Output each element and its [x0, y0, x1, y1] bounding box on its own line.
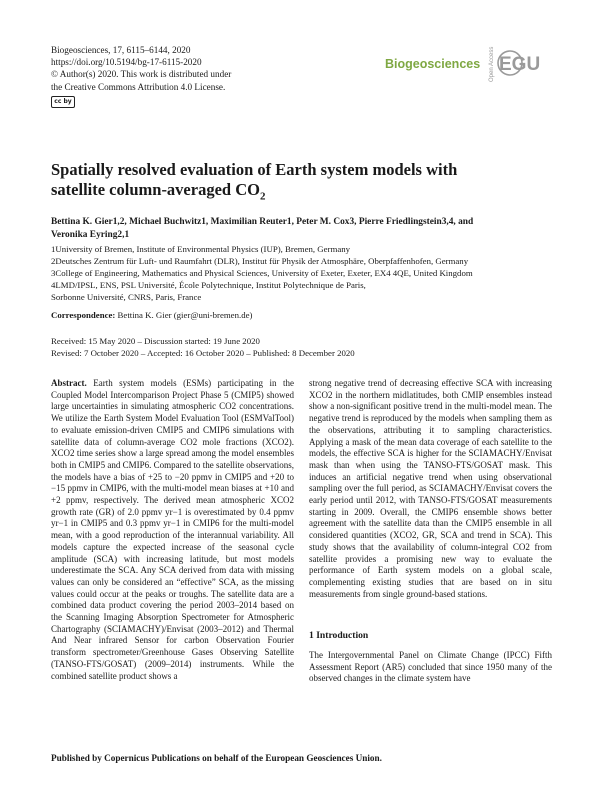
affiliation-4-cont: Sorbonne Université, CNRS, Paris, France: [51, 292, 202, 303]
author-list: [51, 216, 551, 241]
authors-line-1: Bettina K. Gier1,2, Michael Buchwitz1, Maximilian Reuter1, Peter M. Cox3, Pierre Friedlingstein3,4, and: [51, 217, 474, 227]
egu-logo: [496, 49, 540, 77]
article-title: [51, 160, 551, 206]
affiliation-4: 4LMD/IPSL, ENS, PSL Université, École Polytechnique, Institut Polytechnique de Paris,: [51, 280, 366, 291]
journal-name: Biogeosciences: [385, 57, 481, 71]
open-access-label: [487, 40, 495, 82]
affiliation-2: 2Deutsches Zentrum für Luft- und Raumfahrt (DLR), Institut für Physik der Atmosphäre, Oberpfaffenhofen, Germany: [51, 256, 469, 267]
license: the Creative Commons Attribution 4.0 License.: [51, 81, 226, 92]
title-line-2: satellite column-averaged $CO_2$: [51, 180, 266, 203]
doi-link[interactable]: https://doi.org/10.5194/bg-17-6115-2020: [51, 57, 202, 68]
abstract-label: Abstract.: [51, 378, 87, 388]
abstract: [51, 378, 294, 682]
cc-by-icon: cc by: [51, 96, 75, 108]
introduction-heading: 1 Introduction: [309, 630, 369, 641]
publication-dates: [51, 335, 355, 359]
article-meta: [51, 44, 231, 93]
introduction-text: The Intergovernmental Panel on Climate Change (IPCC) Fifth Assessment Report (AR5) concluded that since 1950 many of the observed changes in the climate system have: [309, 650, 552, 684]
correspondence-label: Correspondence:: [51, 310, 116, 320]
svg-text:EGU: EGU: [499, 54, 540, 75]
authors-line-2: Veronika Eyring2,1: [51, 229, 130, 240]
received-discussion: Received: 15 May 2020 – Discussion started: 19 June 2020: [51, 336, 260, 346]
affiliations: [51, 243, 551, 303]
citation: Biogeosciences, 17, 6115–6144, 2020: [51, 45, 191, 55]
abstract-text: Earth system models (ESMs) participating in the Coupled Model Intercomparison Project Phase 5 (CMIP5) showed large uncertainties in simulating atmospheric CO2 concentrations. We utilize the Earth System Model Evaluation Tool (ESMValTool) to evaluate emission-driven CMIP5 and CMIP6 simulations with satellite data of column-average CO2 mole fractions (XCO2). XCO2 time series show a large spread among the model ensembles both in CMIP5 and CMIP6. Compared to the satellite observations, the models have a bias of +25 to −20 ppmv in CMIP5 and +20 to −15 ppmv in CMIP6, with the multi-model mean biases at +10 and +2 ppmv, respectively. The derived mean atmospheric XCO2 growth rate (GR) of 2.0 ppmv yr−1 is overestimated by 0.4 ppmv yr−1 in CMIP5 and 0.3 ppmv yr−1 in CMIP6 for the multi-model mean, with a good reproduction of the interannual variability. All models capture the expected increase of the seasonal cycle amplitude (SCA) with increasing latitude, but most models underestimate the SCA. Any SCA derived from data with missing values can only be considered an “effective” SCA, as the missing values could occur at the peaks or troughs. The satellite data are a combined data product covering the period 2003–2014 based on the Scanning Imaging Absorption Spectrometer for Atmospheric Chartography (SCIAMACHY)/Envisat (2003–2012) and Thermal And Near infrared Sensor for carbon Observation Fourier transform spectrometer/Greenhouse Gases Observing Satellite (TANSO-FTS/GOSAT) (2009–2014) instruments. While the combined satellite product shows a: [51, 378, 294, 681]
title-line-1: Spatially resolved evaluation of Earth system models with: [51, 160, 458, 179]
revised-accepted-published: Revised: 7 October 2020 – Accepted: 16 October 2020 – Published: 8 December 2020: [51, 348, 355, 359]
affiliation-3: 3College of Engineering, Mathematics and Physical Sciences, University of Exeter, Exeter, EX4 4QE, United Kingdom: [51, 268, 473, 279]
publisher-footer: Published by Copernicus Publications on behalf of the European Geosciences Union.: [51, 753, 382, 763]
correspondence-contact[interactable]: Bettina K. Gier (gier@uni-bremen.de): [117, 310, 253, 320]
abstract-continued: strong negative trend of decreasing effective SCA with increasing XCO2 in the northern midlatitudes, both CMIP ensembles instead show a non-significant positive trend in the multi-model mean. The negative trend is reproduced by the models when sampling them as the observations, attributing it to sampling characteristics. Applying a mask of the mean data coverage of each satellite to the models, the effective SCA is higher for the SCIAMACHY/Envisat mask than when using the TANSO-FTS/GOSAT mask. This induces an artificial negative trend when using observational sampling over the full period, as SCIAMACHY/Envisat covers the early period until 2012, with TANSO-FTS/GOSAT measurements starting in 2009. Overall, the CMIP6 ensemble shows better agreement with the satellite data than the CMIP5 ensemble in all considered quantities (XCO2, GR, SCA and trend in SCA). This study shows that the availability of column-integral CO2 from satellite provides a promising new way to evaluate the performance of Earth system models on a global scale, complementing existing studies that are based on in situ measurements from single ground-based stations.: [309, 378, 552, 599]
affiliation-1: 1University of Bremen, Institute of Environmental Physics (IUP), Bremen, Germany: [51, 244, 351, 254]
correspondence: [51, 310, 252, 320]
svg-text:Open Access: Open Access: [489, 46, 495, 82]
copyright: © Author(s) 2020. This work is distributed under: [51, 69, 232, 80]
